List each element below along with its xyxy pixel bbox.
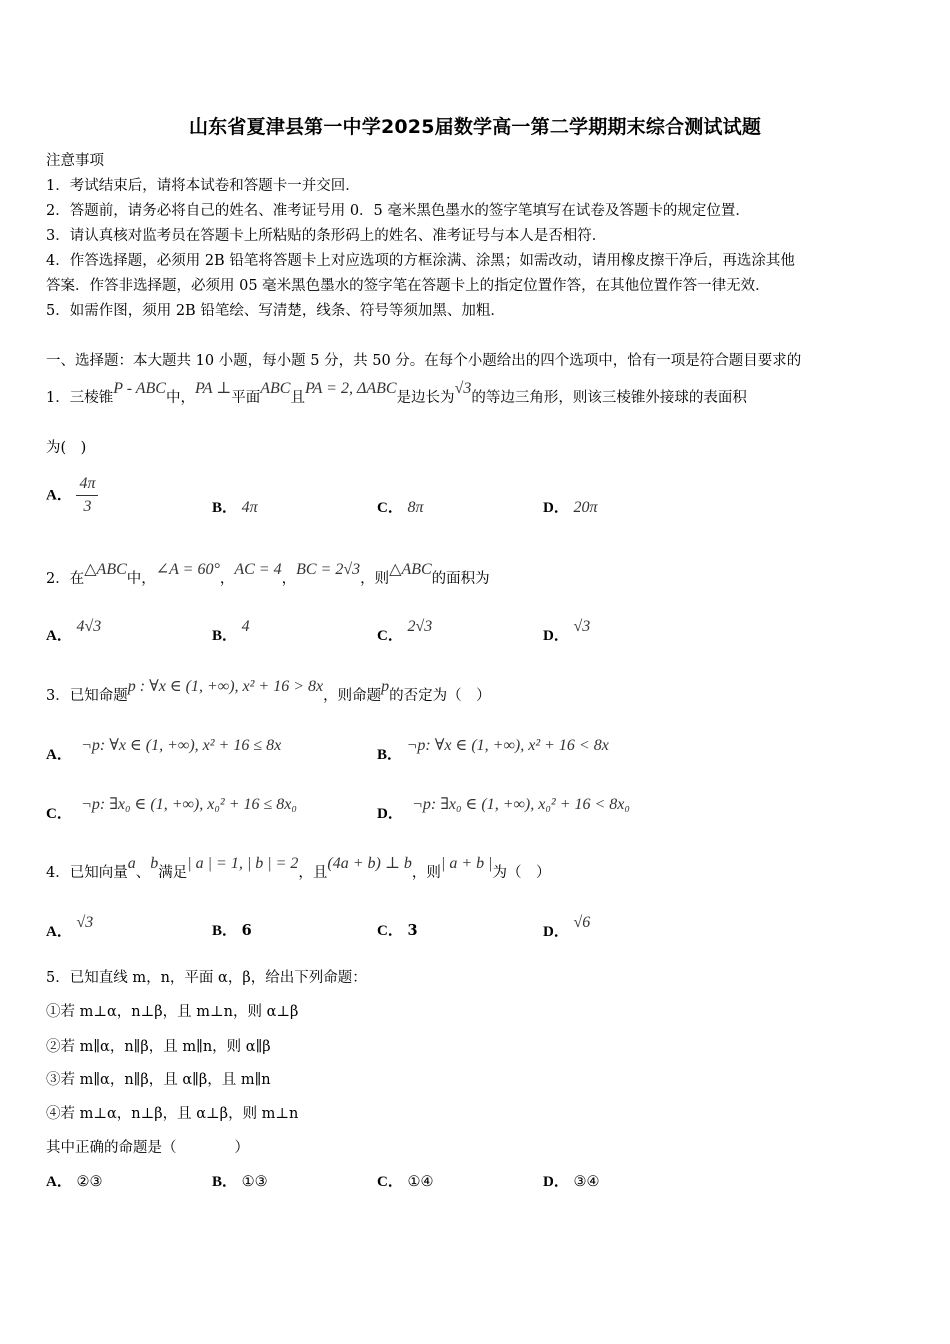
- option-label: A．: [46, 924, 72, 940]
- question-number: 1．: [46, 390, 70, 406]
- q4-text: 、: [135, 865, 151, 881]
- option-value: ¬p: ∀x ∈ (1, +∞), x² + 16 ≤ 8x: [81, 737, 282, 754]
- option-label: A．: [46, 747, 72, 763]
- option-label: A．: [46, 628, 72, 644]
- option-label: B．: [212, 500, 238, 516]
- page-title: 山东省夏津县第一中学2025届数学高一第二学期期末综合测试试题: [188, 116, 762, 138]
- option-d[interactable]: [543, 500, 597, 516]
- option-value: √3: [573, 618, 591, 635]
- q4-math: | a + b |: [440, 855, 493, 872]
- q4-math: | a | = 1, | b | = 2: [187, 855, 299, 872]
- section-heading: 一、选择题：本大题共 10 小题，每小题 5 分，共 50 分。在每个小题给出的四个选项中，恰有一项是符合题目要求的: [46, 353, 802, 369]
- option-value: ①④: [407, 1174, 434, 1190]
- notice-item: 2．答题前，请务必将自己的姓名、准考证号用 0．5 毫米黑色墨水的签字笔填写在试卷及答题卡的规定位置．: [46, 203, 750, 219]
- option-value: 3: [407, 922, 418, 939]
- option-label: B．: [377, 747, 403, 763]
- option-value: ①③: [241, 1174, 268, 1190]
- option-value: ③④: [573, 1174, 600, 1190]
- question-3: [46, 678, 491, 704]
- q1-text: 的等边三角形，则该三棱锥外接球的表面积: [471, 390, 747, 406]
- q1-text: 平面: [231, 390, 261, 406]
- option-label: B．: [212, 628, 238, 644]
- option-d[interactable]: [543, 1175, 599, 1190]
- q5-statement: ①若 m⊥α，n⊥β，且 m⊥n，则 α⊥β: [46, 1004, 299, 1020]
- q1-text: 且: [290, 390, 305, 406]
- option-b[interactable]: [212, 500, 258, 516]
- q3-text: ，则命题: [323, 688, 382, 704]
- q4-math: a: [127, 855, 136, 872]
- q1-text: 三棱锥: [69, 390, 114, 406]
- fraction-numerator: 4π: [76, 476, 98, 496]
- option-b[interactable]: [212, 924, 252, 939]
- q4-math: b: [150, 855, 159, 872]
- option-value: ②③: [76, 1174, 103, 1190]
- q4-text: 为（ ）: [492, 865, 551, 881]
- notice-item: 5．如需作图，须用 2B 铅笔绘、写清楚，线条、符号等须加黑、加粗．: [46, 303, 505, 319]
- q2-text: ，则: [360, 571, 390, 587]
- option-label: C．: [377, 1174, 403, 1190]
- option-c[interactable]: [377, 500, 423, 516]
- q1-math: P - ABC: [113, 380, 166, 397]
- q1-math: PA = 2, ΔABC: [304, 380, 397, 397]
- question-4: [46, 855, 551, 881]
- option-d[interactable]: [543, 618, 591, 644]
- question-2: [46, 561, 490, 587]
- option-value: ¬p: ∀x ∈ (1, +∞), x² + 16 < 8x: [406, 737, 609, 754]
- notice-heading: 注意事项: [46, 153, 104, 169]
- option-label: A．: [46, 487, 72, 504]
- q1-text: 中，: [165, 390, 195, 406]
- q1-math: ABC: [260, 380, 291, 397]
- option-a[interactable]: [46, 737, 282, 763]
- q4-text: ，则: [411, 865, 441, 881]
- option-label: C．: [377, 500, 403, 516]
- notice-item: 1．考试结束后，请将本试卷和答题卡一并交回．: [46, 178, 360, 194]
- notice-item: 4．作答选择题，必须用 2B 铅笔将答题卡上对应选项的方框涂满、涂黑；如需改动，请用橡皮擦干净后，再选涂其他: [46, 253, 795, 269]
- option-c[interactable]: [377, 618, 433, 644]
- option-label: C．: [46, 806, 72, 822]
- option-value: 4√3: [76, 618, 102, 635]
- q2-math: △ABC: [84, 561, 127, 578]
- q1-text-cont: 为( ): [46, 440, 87, 456]
- option-value: 4π: [241, 499, 258, 516]
- option-a[interactable]: [46, 914, 94, 940]
- notice-item: 答案．作答非选择题，必须用 05 毫米黑色墨水的签字笔在答题卡上的指定位置作答，在其他位置作答一律无效．: [46, 278, 770, 294]
- q5-statement: ②若 m∥α，n∥β，且 m∥n，则 α∥β: [46, 1039, 271, 1055]
- q4-text: 已知向量: [69, 865, 128, 881]
- question-1: [46, 380, 747, 406]
- q3-math: p: [381, 678, 390, 695]
- option-label: A．: [46, 1174, 72, 1190]
- option-value: √3: [76, 914, 94, 931]
- q4-math: (4a + b) ⊥ b: [327, 855, 412, 872]
- q5-statement: ③若 m∥α，n∥β，且 α∥β，且 m∥n: [46, 1072, 271, 1088]
- option-d[interactable]: [377, 796, 630, 822]
- option-value: √6: [573, 914, 591, 931]
- option-value: 8π: [407, 499, 424, 516]
- option-a[interactable]: [46, 476, 98, 515]
- q5-ask: 其中正确的命题是（ ）: [46, 1140, 249, 1156]
- option-c[interactable]: [377, 1175, 433, 1190]
- option-label: D．: [543, 1174, 569, 1190]
- q2-math: BC = 2√3: [296, 561, 361, 578]
- q3-math: p : ∀x ∈ (1, +∞), x² + 16 > 8x: [127, 678, 324, 695]
- option-value: 20π: [573, 499, 598, 516]
- q2-text: 的面积为: [431, 571, 490, 587]
- question-5: 5．已知直线 m，n，平面 α，β，给出下列命题：: [46, 970, 367, 986]
- option-a[interactable]: [46, 618, 102, 644]
- q3-text: 已知命题: [69, 688, 128, 704]
- option-b[interactable]: [212, 618, 250, 644]
- option-a[interactable]: [46, 1175, 102, 1190]
- option-label: D．: [377, 806, 403, 822]
- option-value: 6: [241, 922, 252, 939]
- option-label: C．: [377, 923, 403, 939]
- q3-text: 的否定为（ ）: [389, 688, 491, 704]
- q2-text: 中，: [126, 571, 156, 587]
- question-number: 4．: [46, 865, 70, 881]
- option-b[interactable]: [377, 737, 609, 763]
- option-c[interactable]: [46, 796, 297, 822]
- option-label: C．: [377, 628, 403, 644]
- q4-text: ，且: [298, 865, 328, 881]
- q1-math: PA ⊥: [194, 380, 232, 397]
- option-label: B．: [212, 923, 238, 939]
- option-value: 2√3: [407, 618, 433, 635]
- q1-text: 是边长为: [396, 390, 455, 406]
- option-b[interactable]: [212, 1175, 268, 1190]
- option-value: ¬p: ∃x₀ ∈ (1, +∞), x₀² + 16 ≤ 8x₀: [81, 796, 297, 813]
- option-d[interactable]: [543, 914, 591, 940]
- q2-math: ∠A = 60°: [155, 561, 220, 578]
- option-value: ¬p: ∃x₀ ∈ (1, +∞), x₀² + 16 < 8x₀: [412, 796, 630, 813]
- option-label: D．: [543, 628, 569, 644]
- question-number: 2．: [46, 571, 70, 587]
- option-label: B．: [212, 1174, 238, 1190]
- q1-math: √3: [454, 380, 472, 397]
- q2-text: 在: [69, 571, 85, 587]
- q2-math: △ABC: [389, 561, 432, 578]
- option-label: D．: [543, 500, 569, 516]
- fraction: [76, 476, 98, 515]
- option-c[interactable]: [377, 924, 418, 939]
- q2-text: ，: [219, 571, 235, 587]
- option-value: 4: [241, 618, 250, 635]
- fraction-denominator: 3: [83, 498, 92, 515]
- option-label: D．: [543, 924, 569, 940]
- notice-item: 3．请认真核对监考员在答题卡上所粘贴的条形码上的姓名、准考证号与本人是否相符．: [46, 228, 607, 244]
- q5-statement: ④若 m⊥α，n⊥β，且 α⊥β，则 m⊥n: [46, 1106, 299, 1122]
- q2-text: ，: [281, 571, 297, 587]
- question-number: 3．: [46, 688, 70, 704]
- q4-text: 满足: [158, 865, 188, 881]
- q2-math: AC = 4: [234, 561, 282, 578]
